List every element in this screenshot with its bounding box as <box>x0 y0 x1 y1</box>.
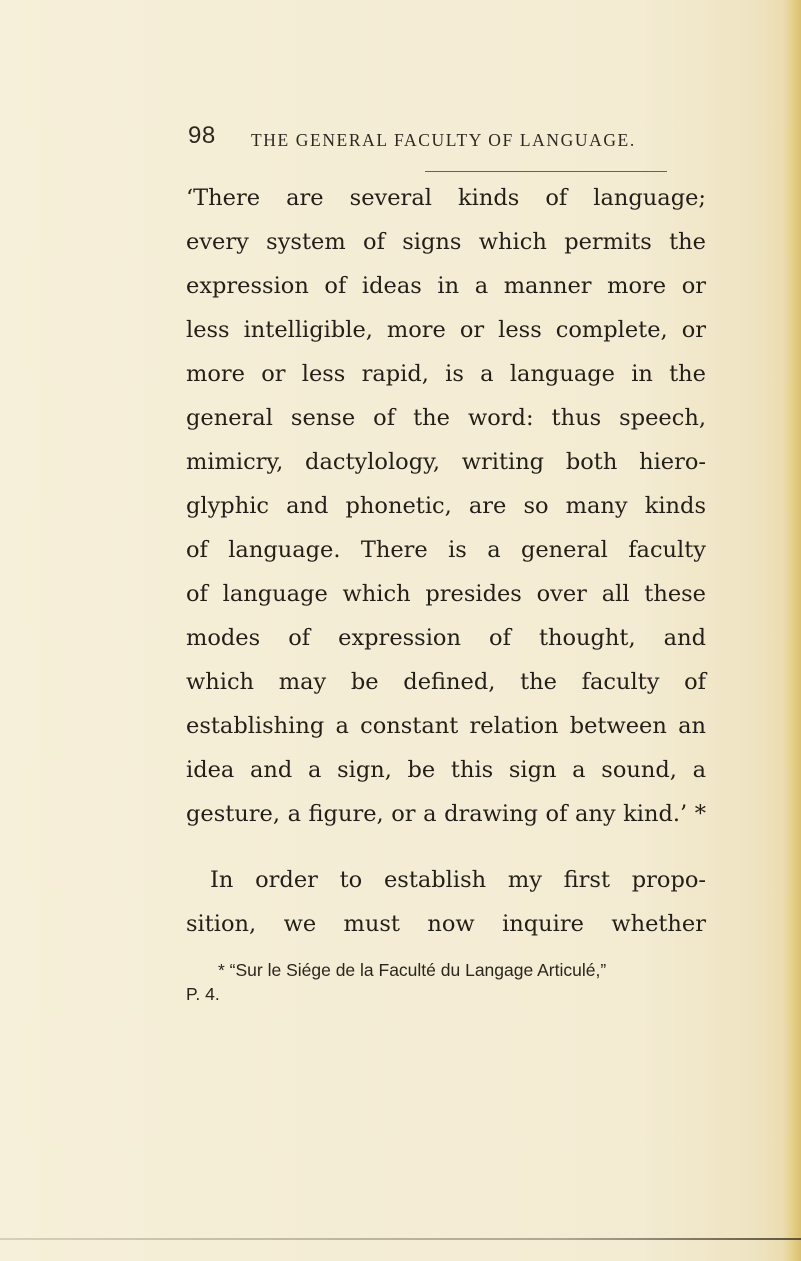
text-line: sition, we must now inquire whether <box>186 911 706 937</box>
running-title: THE GENERAL FACULTY OF LANGUAGE. <box>251 130 636 150</box>
header-rule <box>425 171 667 172</box>
text-line: more or less rapid, is a language in the <box>186 361 706 387</box>
body-paragraph <box>186 858 706 946</box>
page-number: 98 <box>188 122 216 149</box>
text-line: modes of expression of thought, and <box>186 625 706 651</box>
page-edge-shading <box>783 0 801 1261</box>
text-line: less intelligible, more or less complete, or <box>186 317 706 343</box>
text-line: expression of ideas in a manner more or <box>186 273 706 299</box>
text-line: of language which presides over all these <box>186 581 706 607</box>
footnote <box>186 958 706 1006</box>
text-line: which may be defined, the faculty of <box>186 669 706 695</box>
text-line: idea and a sign, be this sign a sound, a <box>186 757 706 783</box>
footnote-page-reference: P. 4. <box>186 984 220 1004</box>
text-line: establishing a constant relation between an <box>186 713 706 739</box>
text-line: ‘There are several kinds of language; <box>186 185 706 211</box>
text-line: gesture, a figure, or a drawing of any kind.’ * <box>186 801 706 827</box>
page-bottom-edge <box>0 1238 801 1240</box>
footnote-citation: * “Sur le Siége de la Faculté du Langage Articulé,” <box>218 960 607 980</box>
text-line: glyphic and phonetic, are so many kinds <box>186 493 706 519</box>
text-line: of language. There is a general faculty <box>186 537 706 563</box>
text-line: general sense of the word: thus speech, <box>186 405 706 431</box>
text-line: In order to establish my first propo- <box>210 867 706 893</box>
text-line: mimicry, dactylology, writing both hiero- <box>186 449 706 475</box>
quotation-paragraph <box>186 176 706 836</box>
text-line: every system of signs which permits the <box>186 229 706 255</box>
